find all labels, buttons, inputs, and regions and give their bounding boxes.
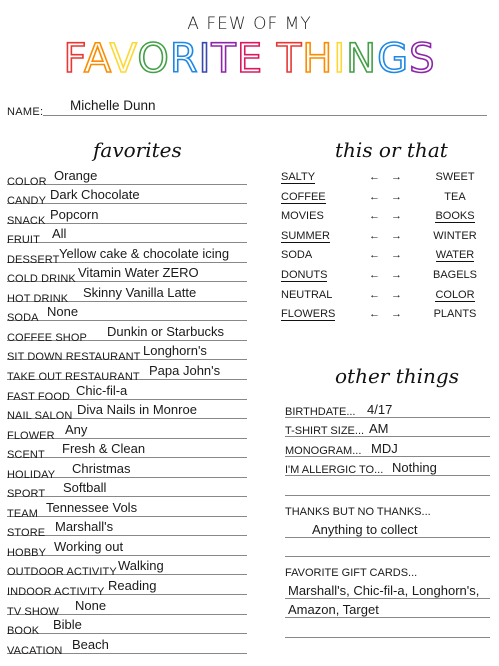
- option-right[interactable]: BOOKS: [435, 210, 475, 223]
- this-or-that-row[interactable]: [281, 230, 478, 250]
- title-letter: V: [109, 36, 138, 82]
- this-or-that-row[interactable]: [281, 171, 478, 191]
- favorite-label: HOT DRINK: [7, 292, 69, 305]
- favorite-row[interactable]: [7, 383, 247, 403]
- this-or-that-row[interactable]: [281, 249, 478, 269]
- favorite-label: COLOR: [7, 175, 47, 188]
- favorite-label: STORE: [7, 527, 46, 540]
- favorite-underline: [7, 242, 247, 243]
- thanks-field[interactable]: [285, 520, 490, 540]
- option-left[interactable]: FLOWERS: [281, 308, 336, 321]
- favorite-label: TEAM: [7, 507, 38, 520]
- option-right[interactable]: BAGELS: [432, 268, 478, 281]
- option-right-cell: [432, 210, 478, 222]
- favorite-underline: [7, 516, 247, 517]
- arrows-icon: ← →: [369, 190, 407, 203]
- name-value: Michelle Dunn: [70, 98, 156, 113]
- title-letter: E: [236, 36, 264, 82]
- favorite-underline: [7, 633, 247, 634]
- favorite-label: TAKE OUT RESTAURANT: [7, 371, 140, 384]
- favorite-row[interactable]: [7, 618, 247, 638]
- option-right-cell: [432, 289, 478, 301]
- favorite-value: Dark Chocolate: [50, 187, 140, 203]
- option-right-cell: [432, 171, 478, 183]
- gift-cards-underline: [285, 598, 490, 599]
- gift-cards-label-row: [285, 559, 490, 581]
- option-left[interactable]: MOVIES: [281, 210, 324, 223]
- birthdate-value: 4/17: [367, 401, 393, 417]
- arrows-icon: ← →: [369, 268, 407, 281]
- favorite-value: Any: [65, 421, 88, 437]
- favorite-value: Papa John's: [149, 363, 221, 379]
- favorite-label: VACATION: [7, 644, 63, 657]
- thanks-label: THANKS BUT NO THANKS...: [285, 505, 431, 518]
- option-right-cell: [432, 269, 478, 281]
- favorite-label: FAST FOOD: [7, 390, 71, 403]
- thanks-label-row: [285, 498, 490, 520]
- favorite-value: Walking: [118, 558, 164, 574]
- option-left[interactable]: COFFEE: [281, 190, 326, 203]
- title-letter: O: [137, 36, 170, 82]
- name-underline: [43, 115, 487, 116]
- favorite-row[interactable]: [7, 461, 247, 481]
- favorite-value: Softball: [63, 480, 107, 496]
- favorite-row[interactable]: [7, 246, 247, 266]
- favorite-row[interactable]: [7, 227, 247, 247]
- favorite-value: Marshall's: [55, 519, 114, 535]
- option-right[interactable]: WINTER: [433, 229, 477, 242]
- favorite-label: COFFEE SHOP: [7, 331, 87, 344]
- other-things-heading: other things: [335, 364, 459, 388]
- tshirt-label: T-SHIRT SIZE...: [285, 425, 365, 438]
- favorite-value: Vitamin Water ZERO: [78, 265, 199, 281]
- favorite-row[interactable]: [7, 520, 247, 540]
- favorite-label: TV SHOW: [7, 605, 60, 618]
- favorite-value: Yellow cake & chocolate icing: [59, 245, 230, 261]
- blank-line[interactable]: [285, 620, 490, 640]
- favorite-row[interactable]: [7, 598, 247, 618]
- title-letter: I: [198, 36, 212, 82]
- this-or-that-row[interactable]: [281, 210, 478, 230]
- option-right-cell: [432, 308, 478, 320]
- monogram-value: MDJ: [371, 440, 398, 456]
- option-left[interactable]: SODA: [281, 249, 313, 262]
- this-or-that-row[interactable]: [281, 308, 478, 328]
- arrows-icon: ← →: [369, 308, 407, 321]
- title-letter: I: [333, 36, 347, 82]
- name-label: NAME:: [7, 106, 44, 118]
- favorite-row[interactable]: [7, 305, 247, 325]
- this-or-that-row[interactable]: [281, 289, 478, 309]
- favorite-row[interactable]: [7, 168, 247, 188]
- title-letter: H: [302, 36, 334, 82]
- arrows-icon: ← →: [369, 229, 407, 242]
- allergic-field[interactable]: [285, 459, 490, 479]
- name-field[interactable]: [7, 98, 487, 118]
- gift-cards-label: FAVORITE GIFT CARDS...: [285, 567, 418, 580]
- other-things-list: [285, 400, 490, 640]
- favorite-row[interactable]: [7, 285, 247, 305]
- favorite-row[interactable]: [7, 500, 247, 520]
- option-right[interactable]: SWEET: [435, 171, 475, 183]
- page-title: [0, 36, 499, 82]
- favorite-row[interactable]: [7, 539, 247, 559]
- favorite-row[interactable]: [7, 266, 247, 286]
- option-right[interactable]: COLOR: [435, 288, 475, 301]
- title-letter: T: [276, 36, 303, 82]
- favorite-label: FRUIT: [7, 234, 40, 247]
- favorite-value: Dunkin or Starbucks: [107, 323, 225, 339]
- title-letter: N: [346, 36, 378, 82]
- favorite-value: Longhorn's: [143, 343, 207, 359]
- option-right[interactable]: PLANTS: [433, 308, 477, 321]
- favorite-value: Orange: [54, 167, 98, 183]
- favorite-row[interactable]: [7, 188, 247, 208]
- favorite-row[interactable]: [7, 324, 247, 344]
- arrows-icon: ← →: [369, 249, 407, 262]
- arrows-icon: ← →: [369, 171, 407, 183]
- favorite-value: Beach: [72, 636, 109, 652]
- gift-cards-field-2[interactable]: [285, 601, 490, 621]
- favorite-value: Chic-fil-a: [76, 382, 128, 398]
- title-letter: T: [211, 36, 237, 82]
- blank-underline: [285, 637, 490, 638]
- favorite-value: Christmas: [72, 460, 131, 476]
- favorites-heading: favorites: [93, 138, 182, 162]
- favorites-list: [7, 168, 247, 657]
- favorite-label: OUTDOOR ACTIVITY: [7, 566, 117, 579]
- allergic-value: Nothing: [392, 460, 437, 476]
- favorite-row[interactable]: [7, 637, 247, 657]
- favorite-label: BOOK: [7, 625, 40, 638]
- title-letter: [263, 36, 277, 82]
- favorite-label: SPORT: [7, 488, 46, 501]
- blank-line[interactable]: [285, 540, 490, 560]
- favorite-value: Working out: [54, 538, 124, 554]
- option-left[interactable]: DONUTS: [281, 268, 328, 281]
- favorite-row[interactable]: [7, 442, 247, 462]
- title-letter: G: [377, 36, 410, 82]
- favorite-value: All: [52, 226, 67, 242]
- option-right-cell: [432, 230, 478, 242]
- blank-line[interactable]: [285, 478, 490, 498]
- this-or-that-row[interactable]: [281, 191, 478, 211]
- favorite-row[interactable]: [7, 578, 247, 598]
- favorite-label: SNACK: [7, 214, 46, 227]
- option-right-cell: [432, 249, 478, 261]
- favorite-value: Skinny Vanilla Latte: [83, 284, 197, 300]
- favorite-value: Diva Nails in Monroe: [77, 402, 197, 418]
- option-left[interactable]: SALTY: [281, 171, 316, 183]
- this-or-that-list: [281, 171, 478, 328]
- title-letter: A: [83, 36, 110, 82]
- gift-cards-underline: [285, 617, 490, 618]
- this-or-that-heading: this or that: [335, 138, 448, 162]
- tshirt-field[interactable]: [285, 420, 490, 440]
- option-left[interactable]: SUMMER: [281, 229, 330, 242]
- birthdate-label: BIRTHDATE...: [285, 405, 356, 418]
- favorite-row[interactable]: [7, 403, 247, 423]
- favorite-label: COLD DRINK: [7, 273, 76, 286]
- favorite-value: None: [47, 304, 79, 320]
- arrows-icon: ← →: [369, 288, 407, 301]
- blank-underline: [285, 495, 490, 496]
- favorite-value: Bible: [53, 617, 82, 633]
- favorite-label: SODA: [7, 312, 39, 325]
- favorite-value: Popcorn: [50, 206, 99, 222]
- favorite-value: Reading: [108, 578, 157, 594]
- tshirt-value: AM: [369, 421, 389, 437]
- favorite-label: SIT DOWN RESTAURANT: [7, 351, 141, 364]
- thanks-underline: [285, 537, 490, 538]
- option-right-cell: [432, 191, 478, 203]
- title-letter: F: [63, 36, 84, 82]
- favorite-row[interactable]: [7, 559, 247, 579]
- favorite-label: CANDY: [7, 195, 47, 208]
- arrows-icon: ← →: [369, 210, 407, 223]
- favorite-value: Fresh & Clean: [62, 441, 146, 457]
- monogram-field[interactable]: [285, 439, 490, 459]
- allergic-label: I'M ALLERGIC TO...: [285, 464, 384, 477]
- favorite-row[interactable]: [7, 481, 247, 501]
- favorite-label: FLOWER: [7, 429, 55, 442]
- favorite-label: INDOOR ACTIVITY: [7, 586, 105, 599]
- option-right[interactable]: TEA: [444, 190, 466, 203]
- gift-cards-field-1[interactable]: [285, 581, 490, 601]
- subtitle: A FEW OF MY: [187, 14, 312, 34]
- favorite-label: NAIL SALON: [7, 410, 73, 423]
- favorite-label: DESSERT: [7, 253, 60, 266]
- blank-underline: [285, 556, 490, 557]
- favorite-row[interactable]: [7, 344, 247, 364]
- this-or-that-row[interactable]: [281, 269, 478, 289]
- thanks-value: Anything to collect: [312, 521, 418, 537]
- favorite-label: HOBBY: [7, 546, 47, 559]
- gift-cards-value-2: Amazon, Target: [288, 602, 379, 618]
- favorite-value: Tennessee Vols: [46, 499, 138, 515]
- option-right[interactable]: WATER: [435, 249, 475, 262]
- favorite-label: SCENT: [7, 449, 45, 462]
- option-left[interactable]: NEUTRAL: [281, 288, 333, 301]
- favorite-row[interactable]: [7, 363, 247, 383]
- favorite-row[interactable]: [7, 422, 247, 442]
- monogram-label: MONOGRAM...: [285, 444, 362, 457]
- birthdate-field[interactable]: [285, 400, 490, 420]
- favorite-underline: [7, 320, 247, 321]
- favorite-row[interactable]: [7, 207, 247, 227]
- title-letter: R: [169, 36, 199, 82]
- title-letter: S: [409, 36, 436, 82]
- favorite-value: None: [75, 597, 107, 613]
- gift-cards-value-1: Marshall's, Chic-fil-a, Longhorn's,: [288, 582, 480, 598]
- favorite-label: HOLIDAY: [7, 468, 56, 481]
